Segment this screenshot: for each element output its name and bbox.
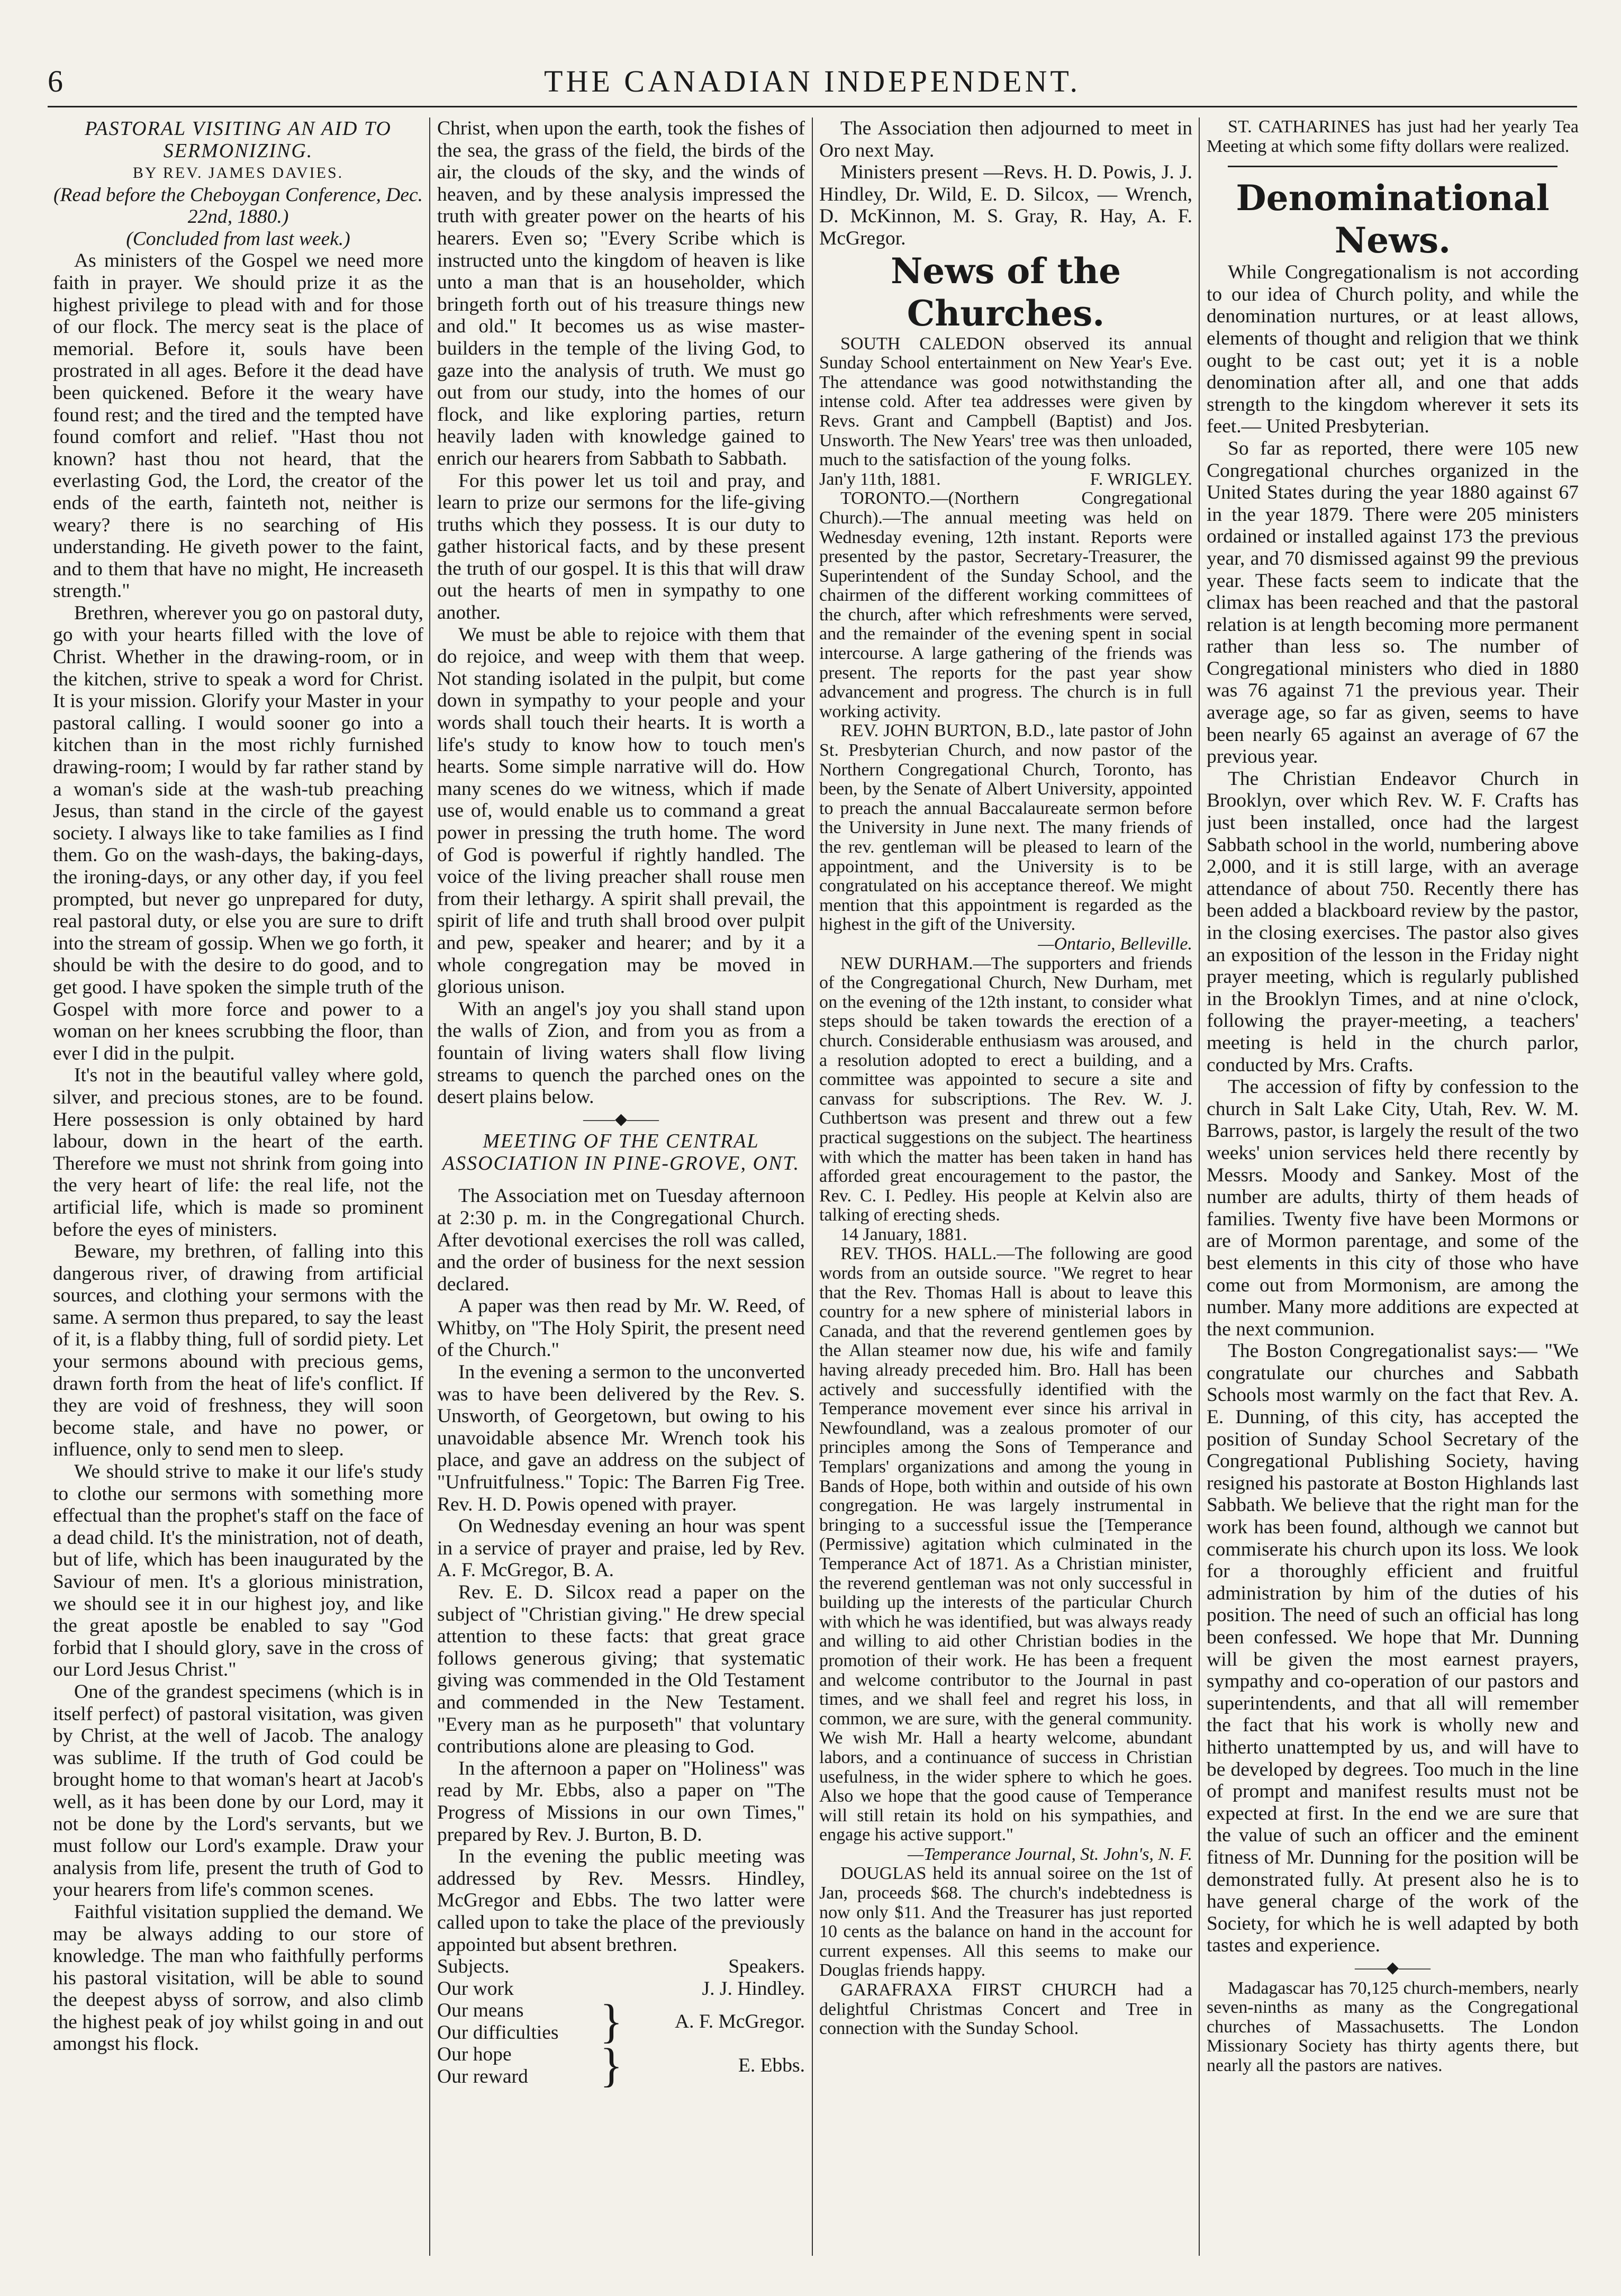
divider [1228, 166, 1557, 167]
ornament-divider: ——◆—— [1354, 1958, 1431, 1976]
table-cell: Our hope [437, 2044, 512, 2066]
meeting-heading: MEETING OF THE CENTRAL ASSOCIATION IN PINE-GROVE, ONT. [442, 1130, 800, 1175]
section-heading: Denominational News. [1236, 177, 1550, 261]
speakers-table [437, 1956, 805, 2092]
paragraph: In the evening the public meeting was addressed by Rev. Messrs. Hindley, McGregor and Ebbs. The two latter were called upon to take the place of the previously appointed but absent brethren. [437, 1846, 805, 1956]
paragraph: The accession of fifty by confession to the church in Salt Lake City, Utah, Rev. W. M. Barrows, pastor, is largely the result of the two weeks' union services held there recently by Messrs. Moody and Sankey. Most of the number are adults, thirty of them heads of families. Twenty five have been Mormons or are of Mormon parentage, and some of the best elements in this city of those who have come out from Mormonism, are among the number. Many more additions are expected at the next communion. [1207, 1076, 1579, 1340]
read-note: (Read before the Cheboygan Conference, Dec. 22nd, 1880.) [53, 184, 423, 228]
table-cell: Our work [437, 1977, 514, 2000]
table-cell: A. F. McGregor. [675, 2011, 805, 2033]
news-item: SOUTH CALEDON observed its annual Sunday School entertainment on New Year's Eve. The attendance was good notwithstanding the intense cold. After tea addresses were given by Revs. Grant and Campbell (Baptist) and Jos. Unsworth. The New Years' tree was then unloaded, much to the satisfaction of the young folks. [819, 333, 1192, 470]
signature: F. WRIGLEY. [1090, 469, 1192, 489]
paragraph: The Association met on Tuesday afternoon at 2:30 p. m. in the Congregational Church. After devotional exercises the roll was called, and the order of business for the next session declared. [437, 1185, 805, 1295]
column-1 [53, 117, 423, 2256]
column-rule [1199, 117, 1200, 2256]
paragraph: So far as reported, there were 105 new Congregational churches organized in the United States during the year 1880 against 67 in the year 1879. There were 205 ministers ordained or installed against 173 the previous year, and 70 dismissed against 99 the previous year. These facts seem to indicate that the climax has been reached and that the pastoral relation is at length becoming more permanent rather than less so. The number of Congregational ministers who died in 1880 was 76 against 71 the previous year. Their average age, so far as given, seems to have been nearly 65 against an average of 67 the previous year. [1207, 437, 1579, 768]
paragraph: Christ, when upon the earth, took the fishes of the sea, the grass of the field, the birds of the air, the clouds of the sky, and the winds of heaven, and by these analysis impressed the truth with greater power on the hearts of his hearers. Even so; "Every Scribe which is instructed unto the kingdom of heaven is like unto a man that is an householder, which bringeth forth out of his treasure things new and old." It becomes us as wise master-builders in the temple of the living God, to gaze into the analysis of truth. We must go out from our study, into the homes of our flock, and like exploring parties, return heavily laden with knowledge gained to enrich our hearers from Sabbath to Sabbath. [437, 117, 805, 469]
paragraph: It's not in the beautiful valley where gold, silver, and precious stones, are to be found. Here possession is only obtained by hard labour, down in the heart of the earth. Therefore we must not shrink from going into the very heart of life: the real life, not the artificial life, which is made so prominent before the eyes of ministers. [53, 1064, 423, 1241]
paragraph: The Association then adjourned to meet in Oro next May. [819, 117, 1192, 161]
paragraph: On Wednesday evening an hour was spent in a service of prayer and praise, led by Rev. A. F. McGregor, B. A. [437, 1515, 805, 1581]
paragraph: In the evening a sermon to the unconverted was to have been delivered by the Rev. S. Unsworth, of Georgetown, but owing to his unavoidable absence Mr. Wrench took his place, and gave an address on the subject of "Unfruitfulness." Topic: The Barren Fig Tree. Rev. H. D. Powis opened with prayer. [437, 1361, 805, 1515]
news-item: REV. THOS. HALL.—The following are good words from an outside source. "We regret to hear that the Rev. Thomas Hall is about to leave this country for a new sphere of ministerial labors in Canada, and that the reverend gentlemen goes by the Allan steamer now due, his wife and family having already preceded him. Bro. Hall has been actively and successfully identified with the Temperance movement ever since his arrival in Newfoundland, was a zealous promoter of our principles among the Sons of Temperance and Templars' organizations and among the young in Bands of Hope, both within and outside of his own congregation. He was largely instrumental in bringing to a successful issue the [Temperance (Permissive) agitation which culminated in the Temperance Act of 1871. As a Christian minister, the reverend gentleman was not only successful in building up the interests of the particular Church with which he was identified, but was always ready and willing to aid other Christian bodies in the promotion of their work. He has been a frequent and welcome contributor to the Journal in past times, and we shall feel and regret his loss, in common, we are sure, with the general community. We wish Mr. Hall a hearty welcome, abundant labors, and a continuance of success in Christian usefulness, in the wider sphere to which he goes. Also we hope that the good cause of Temperance will still retain its hold on his sympathies, and engage his active support." [819, 1244, 1192, 1845]
news-item: Madagascar has 70,125 church-members, nearly seven-ninths as many as the Congregational churches of Massachusetts. The London Missionary Society has thirty agents there, but nearly all the pastors are natives. [1207, 1978, 1579, 2075]
byline: BY REV. JAMES DAVIES. [132, 164, 344, 182]
column-4 [1207, 117, 1579, 2256]
dateline: 14 January, 1881. [840, 1224, 967, 1244]
article-heading: PASTORAL VISITING AN AID TO SERMONIZING. [85, 117, 392, 162]
table-cell: Our means [437, 2000, 524, 2022]
source-credit: —Ontario, Belleville. [1038, 934, 1192, 954]
paragraph: We should strive to make it our life's study to clothe our sermons with something more effectual than the prophet's staff on the face of a dead child. It's the ministration, not of death, but of life, which has been inaugurated by the Saviour of men. It's a glorious ministration, we should see it in our highest joy, and like the great apostle be enabled to say "God forbid that I should glory, save in the cross of our Lord Jesus Christ." [53, 1461, 423, 1681]
paragraph: A paper was then read by Mr. W. Reed, of Whitby, on "The Holy Spirit, the present need of the Church." [437, 1295, 805, 1361]
paragraph: Ministers present —Revs. H. D. Powis, J. J. Hindley, Dr. Wild, E. D. Silcox, — Wrench, D. McKinnon, M. S. Gray, R. Hay, A. F. McGregor. [819, 161, 1192, 249]
paragraph: Faithful visitation supplied the demand. We may be always adding to our store of knowledge. The man who faithfully performs his pastoral visitation, will be able to sound the deepest abyss of sorrow, and also climb the highest peak of joy whilst going in and out amongst his flock. [53, 1901, 423, 2055]
newspaper-title: THE CANADIAN INDEPENDENT. [544, 64, 1081, 98]
brace-icon: } [600, 2039, 623, 2092]
paragraph: As ministers of the Gospel we need more faith in prayer. We should prize it as the highest privilege to plead with and for those of our flock. The mercy seat is the place of memorial. Before it, souls have been prostrated in all ages. Before it the dead have been quickened. Before it the weary have found rest; and the tired and the tempted have found comfort and relief. "Hast thou not known? hast thou not heard, that the everlasting God, the Lord, the creator of the ends of the earth, fainteth not, neither is weary? there is no searching of His understanding. He giveth power to the faint, and to them that have no might, He increaseth strength." [53, 250, 423, 602]
brace-icon: } [600, 1995, 623, 2048]
paragraph: Rev. E. D. Silcox read a paper on the subject of "Christian giving." He drew special attention to these facts: that great grace follows generous giving; that systematic giving was commended in the Old Testament and commended in the New Testament. "Every man as he purposeth" that voluntary contributions alone are pleasing to God. [437, 1581, 805, 1758]
paragraph: While Congregationalism is not according to our idea of Church polity, and while the denomination nurtures, or at least allows, elements of thought and religion that we think ought to be cast out; yet it is a noble denomination after all, and one that adds strength to the kingdom wherever it sets its feet.— United Presbyterian. [1207, 261, 1579, 438]
table-cell: Our reward [437, 2066, 528, 2088]
paragraph: For this power let us toil and pray, and learn to prize our sermons for the life-giving truths which they possess. It is our duty to gather historical facts, and by these present the truth of our gospel. It is this that will draw out the hearts of men in sympathy to one another. [437, 469, 805, 624]
column-rule [812, 117, 813, 2256]
paragraph: In the afternoon a paper on "Holiness" was read by Mr. Ebbs, also a paper on "The Progress of Missions in our own Times," prepared by Rev. J. Burton, B. D. [437, 1757, 805, 1846]
table-cell: Our difficulties [437, 2021, 559, 2044]
column-2 [437, 117, 805, 2256]
dateline: Jan'y 11th, 1881. [819, 469, 941, 489]
news-item: ST. CATHARINES has just had her yearly Tea Meeting at which some fifty dollars were realized. [1207, 117, 1579, 156]
table-cell: E. Ebbs. [738, 2055, 805, 2077]
paragraph: The Boston Congregationalist says:— "We congratulate our churches and Sabbath Schools most warmly on the fact that Rev. A. E. Dunning, of this city, has accepted the position of Sunday School Secretary of the Congregational Publishing Society, having resigned his pastorate at Boston Highlands last Sabbath. We believe that the right man for the work has been found, although we cannot but commiserate his church upon its loss. We look for a thoroughly efficient and fruitful administration by him of the duties of his position. The need of such an official has long been confessed. We hope that Mr. Dunning will be given the most earnest prayers, sympathy and co-operation of our pastors and superintendents, and that all will remember the fact that his work is wholly new and hitherto unattempted by us, and will have to be developed by degrees. Too much in the line of prompt and manifest results must not be expected at first. In the end we are sure that the value of such an officer and the eminent fitness of Mr. Dunning for the position will be demonstrated fully. At present also he is to have general charge of the work of the Society, for which he is well adapted by both tastes and experience. [1207, 1340, 1579, 1957]
paragraph: Beware, my brethren, of falling into this dangerous river, of drawing from artificial sources, and clothing your sermons with the same. A sermon thus prepared, to say the least of it, is a flabby thing, full of sordid piety. Let your sermons abound with precious gems, drawn forth from the heat of life's conflict. If they are void of freshness, they will soon become stale, and have no power, or influence, only to send men to sleep. [53, 1241, 423, 1461]
column-3 [819, 117, 1192, 2256]
paragraph: The Christian Endeavor Church in Brooklyn, over which Rev. W. F. Crafts has just been installed, once had the largest Sabbath school in the world, numbering above 2,000, and it is still large, with an average attendance of about 750. Recently there has been added a blackboard review by the pastor, in the closing exercises. The pastor also gives an exposition of the lesson in the Friday night prayer meeting, which is regularly published in the Brooklyn Times, and at nine o'clock, following the prayer-meeting, a teachers' meeting is held in the church parlor, conducted by Mrs. Crafts. [1207, 767, 1579, 1076]
paragraph: With an angel's joy you shall stand upon the walls of Zion, and from you as from a fountain of living waters shall flow living streams to quench the parched ones on the desert plains below. [437, 998, 805, 1108]
news-item: TORONTO.—(Northern Congregational Church).—The annual meeting was held on Wednesday evening, 12th instant. Reports were presented by the pastor, Secretary-Treasurer, the Superintendent of the Sunday School, and the chairmen of the different working committees of the church, after which refreshments were served, and the remainder of the evening spent in social intercourse. A large gathering of the friends was present. The reports for the past year show advancement and progress. The church is in full working activity. [819, 489, 1192, 721]
source-credit: —Temperance Journal, St. John's, N. F. [907, 1844, 1192, 1864]
paragraph: Brethren, wherever you go on pastoral duty, go with your hearts filled with the love of Christ. Whether in the drawing-room, or in the kitchen, strive to speak a word for Christ. It is your mission. Glorify your Master in your pastoral calling. I would sooner go into a kitchen than in the most richly furnished drawing-room; I would by far rather stand by a woman's side at the wash-tub preaching Jesus, than stand in the circle of the gayest society. I always like to take families as I find them. Go on the wash-days, the baking-days, the ironing-days, or any other day, if you feel prompted, but never go unprepared for duty, real pastoral duty, or else you are sure to drift into the stream of gossip. When we go forth, it should be with the desire to do good, and to get good. I have spoken the simple truth of the Gospel with more force and power to a woman on her knees scrubbing the floor, than ever I did in the pulpit. [53, 602, 423, 1064]
news-item: REV. JOHN BURTON, B.D., late pastor of John St. Presbyterian Church, and now pastor of the Northern Congregational Church, Toronto, has been, by the Senate of Albert University, appointed to preach the annual Baccalaureate sermon before the University in June next. The many friends of the rev. gentleman will be pleased to learn of the appointment, and the University is to be congratulated on his acceptance thereof. We might mention that this appointment is regarded as the highest in the gift of the University. [819, 721, 1192, 935]
table-header: Subjects. [437, 1956, 510, 1978]
table-cell: J. J. Hindley. [702, 1977, 805, 2000]
section-heading: News of the Churches. [890, 250, 1121, 334]
ornament-divider: ——◆—— [583, 1110, 659, 1128]
news-item: DOUGLAS held its annual soiree on the 1st of Jan, proceeds $68. The church's indebtedness is now only $11. And the Treasurer has just reported 10 cents as the balance on hand in the account for current expenses. All this seems to make our Douglas friends happy. [819, 1864, 1192, 1981]
news-item: NEW DURHAM.—The supporters and friends of the Congregational Church, New Durham, met on the evening of the 12th instant, to consider what steps should be taken towards the erection of a church. Considerable enthusiasm was aroused, and a resolution adopted to erect a building, and a committee was appointed to secure a site and canvass for subscriptions. The Rev. W. J. Cuthbertson was present and threw out a few practical suggestions on the subject. The heartiness with which the matter has been taken in hand has afforded great encouragement to the pastor, the Rev. C. I. Pedley. His people at Kelvin also are talking of erecting sheds. [819, 953, 1192, 1225]
concluded-note: (Concluded from last week.) [126, 228, 350, 250]
table-header: Speakers. [728, 1956, 805, 1978]
paragraph: We must be able to rejoice with them that do rejoice, and weep with them that weep. Not standing isolated in the pulpit, but come down in sympathy to your people and your words shall touch their hearts. It is worth a life's study to know how to touch men's hearts. Some simple narrative will do. How many scenes do we witness, which if made use of, would enable us to command a great power in pressing the truth home. The word of God is powerful if rightly handled. The voice of the living preacher shall rouse men from their lethargy. A spirit shall prevail, the spirit of life and truth shall brood over pulpit and pew, speaker and hearer; and by it a whole congregation may be moved in glorious unison. [437, 623, 805, 998]
page-number: 6 [48, 64, 63, 98]
news-item: GARAFRAXA FIRST CHURCH had a delightful Christmas Concert and Tree in connection with the Sunday School. [819, 1980, 1192, 2039]
page-header [48, 58, 1577, 107]
paragraph: One of the grandest specimens (which is in itself perfect) of pastoral visitation, was given by Christ, at the well of Jacob. The analogy was sublime. If the truth of God could be brought home to that woman's heart at Jacob's well, as it has been done by our Lord, may it not be done by the Lord's servants, but we must follow our Lord's example. Draw your analysis from life, present the truth of God to your hearers from life's common scenes. [53, 1680, 423, 1901]
column-rule [429, 117, 430, 2256]
